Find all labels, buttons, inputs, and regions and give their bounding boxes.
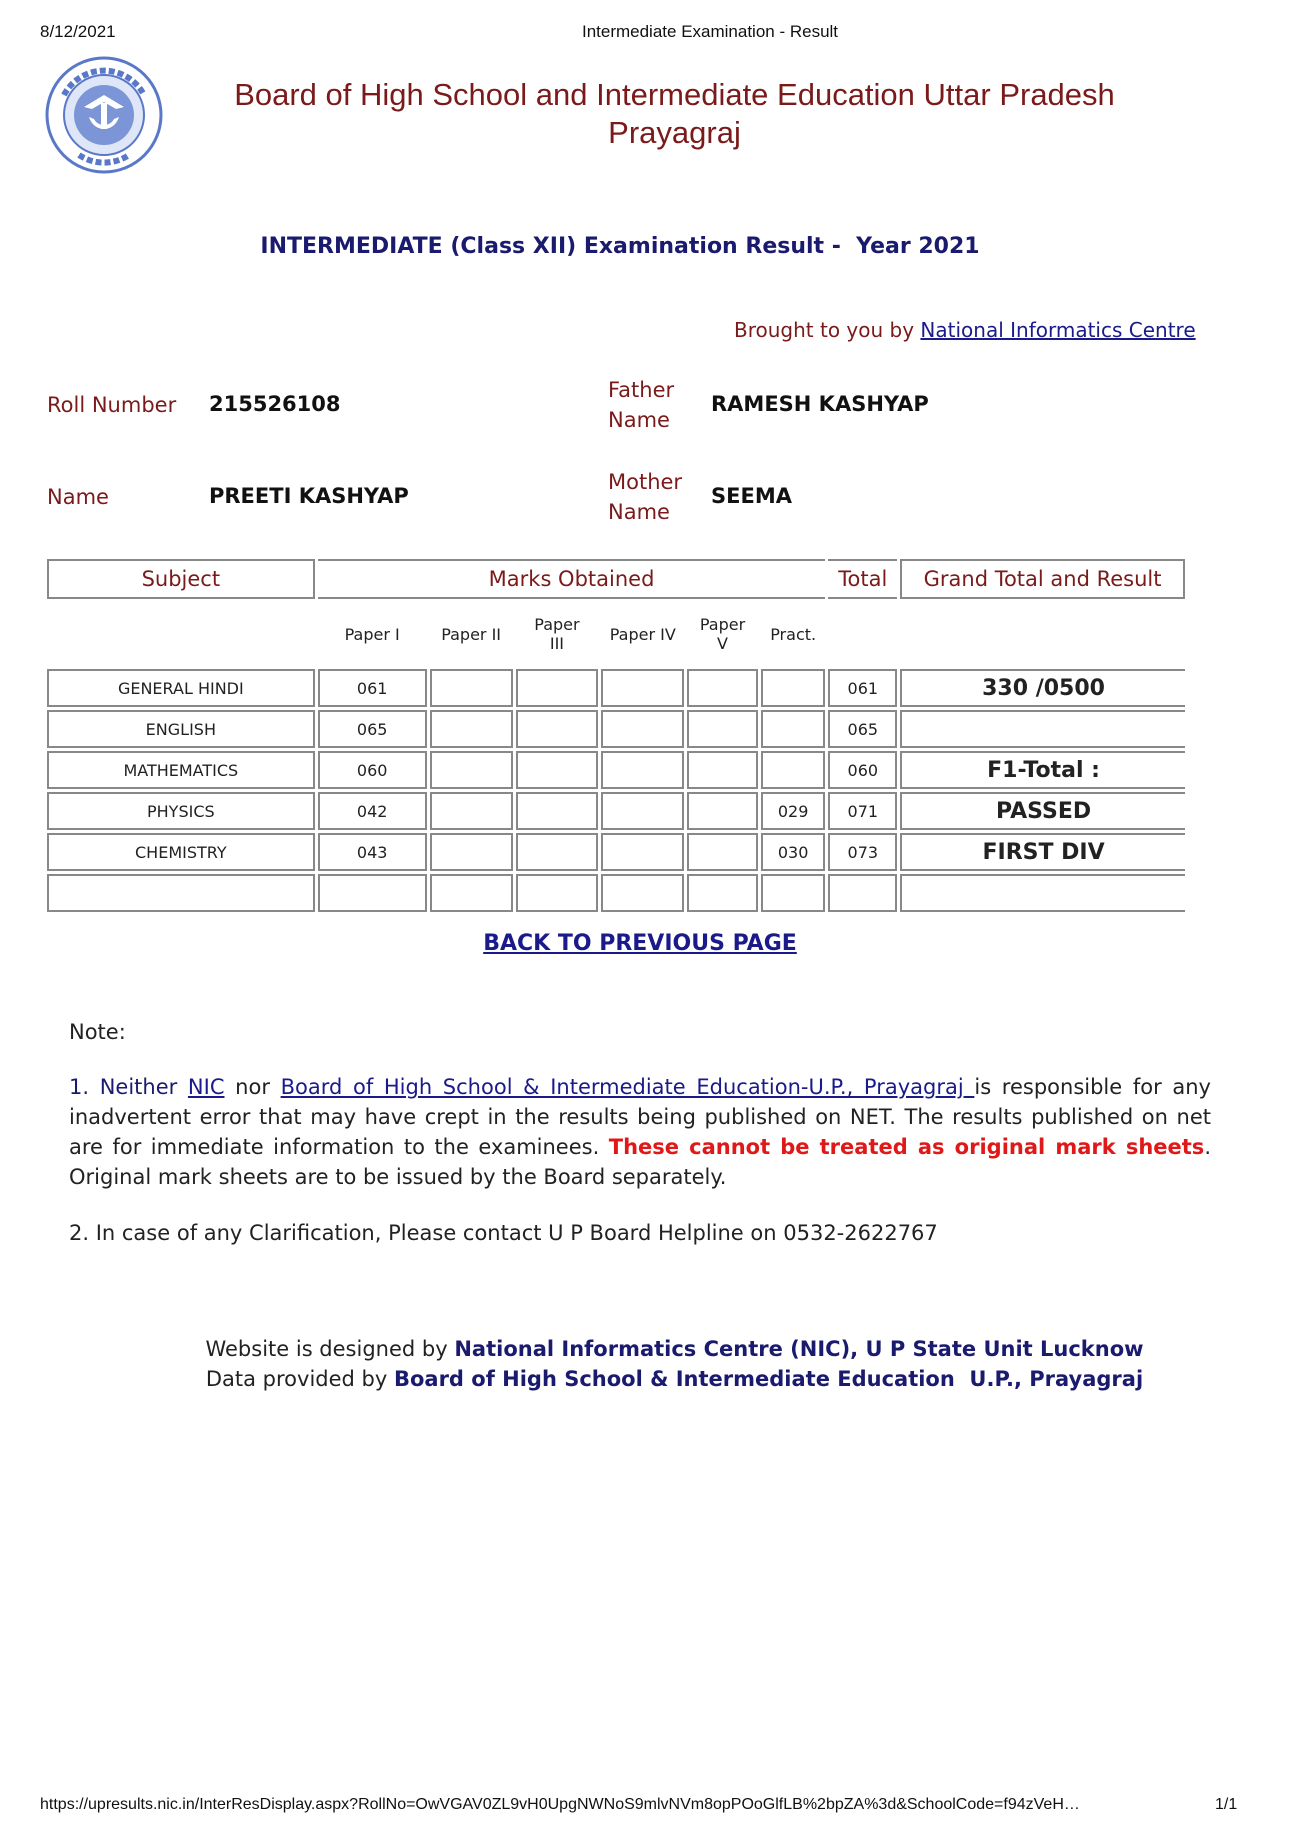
subheader-paper3	[516, 602, 599, 666]
note-1-nor: nor	[224, 1075, 281, 1099]
header-subject: Subject	[47, 559, 315, 599]
cell-p5	[687, 669, 758, 707]
cell-subject: ENGLISH	[47, 710, 315, 748]
cell-subject: PHYSICS	[47, 792, 315, 830]
header-grand-total: Grand Total and Result	[900, 559, 1185, 599]
subheader-blank	[47, 602, 315, 666]
name-label: Name	[47, 485, 109, 509]
cell-grand: F1-Total :	[900, 751, 1185, 789]
footer-data-prefix: Data provided by	[205, 1367, 394, 1391]
father-name-label	[608, 375, 674, 435]
subheader-paper3-a: Paper	[534, 615, 580, 634]
cell-subject: CHEMISTRY	[47, 833, 315, 871]
cell-p4	[601, 751, 684, 789]
subheader-paper1: Paper I	[344, 624, 400, 644]
cell-subject	[47, 874, 315, 912]
note-2: 2. In case of any Clarification, Please contact U P Board Helpline on 0532-2622767	[69, 1221, 938, 1245]
cell-grand: PASSED	[900, 792, 1185, 830]
cell-subject: GENERAL HINDI	[47, 669, 315, 707]
subheader-paper3-b: III	[549, 634, 564, 653]
cell-subject: MATHEMATICS	[47, 751, 315, 789]
roll-number-label: Roll Number	[47, 393, 177, 417]
table-row	[47, 792, 1185, 830]
cell-pract: 030	[761, 833, 826, 871]
mother-name-label	[608, 467, 682, 527]
note-1-body: is responsible for any inadvertent error that may have crept in the results being published on NET. The results published on net are for immediate information to the examinees.	[69, 1075, 1211, 1159]
cell-grand: FIRST DIV	[900, 833, 1185, 871]
mother-name-value: SEEMA	[711, 484, 792, 508]
cell-p1: 042	[318, 792, 427, 830]
cell-p1: 065	[318, 710, 427, 748]
cell-total: 073	[828, 833, 897, 871]
cell-p1: 061	[318, 669, 427, 707]
cell-p4	[601, 710, 684, 748]
cell-p5	[687, 792, 758, 830]
table-row	[47, 710, 1185, 748]
table-row	[47, 751, 1185, 789]
board-name-line1: Board of High School and Intermediate Education Uttar Pradesh	[234, 77, 1115, 112]
subheader-paper4: Paper IV	[609, 624, 676, 644]
cell-grand	[900, 710, 1185, 748]
father-name-value: RAMESH KASHYAP	[711, 392, 929, 416]
cell-p3	[516, 833, 599, 871]
cell-pract	[761, 874, 826, 912]
note-title: Note:	[69, 1020, 126, 1044]
subheader-paper5-b: V	[717, 634, 728, 653]
board-name-line2: Prayagraj	[608, 115, 741, 150]
cell-total: 061	[828, 669, 897, 707]
cell-grand	[900, 874, 1185, 912]
cell-p4	[601, 833, 684, 871]
print-date: 8/12/2021	[40, 22, 116, 41]
cell-p5	[687, 833, 758, 871]
board-name	[0, 76, 1309, 152]
note-1-warning: These cannot be treated as original mark sheets	[608, 1135, 1205, 1159]
cell-p4	[601, 669, 684, 707]
result-table	[44, 556, 1188, 915]
footer-designed-prefix: Website is designed by	[205, 1337, 455, 1361]
father-label-line1: Father	[608, 378, 675, 402]
brought-by	[734, 318, 1196, 342]
cell-p3	[516, 792, 599, 830]
roll-number-value: 215526108	[209, 392, 341, 416]
print-page-number: 1/1	[1215, 1796, 1238, 1813]
footer-data-provided	[0, 1364, 1309, 1394]
cell-p1: 043	[318, 833, 427, 871]
result-rows	[47, 669, 1185, 912]
mother-label-line1: Mother	[608, 470, 683, 494]
cell-grand: 330 /0500	[900, 669, 1185, 707]
cell-p1: 060	[318, 751, 427, 789]
table-row	[47, 833, 1185, 871]
cell-p2	[430, 792, 513, 830]
cell-total: 071	[828, 792, 897, 830]
cell-total: 065	[828, 710, 897, 748]
exam-title: INTERMEDIATE (Class XII) Examination Result - Year 2021	[260, 234, 980, 259]
footer-designed-org: National Informatics Centre (NIC), U P State Unit Lucknow	[454, 1337, 1144, 1361]
table-header-row	[47, 559, 1185, 599]
header-marks: Marks Obtained	[318, 559, 826, 599]
cell-p5	[687, 710, 758, 748]
subheader-practical: Pract.	[770, 624, 817, 644]
board-note-link[interactable]: Board of High School & Intermediate Education-U.P., Prayagraj	[280, 1075, 975, 1099]
father-label-line2: Name	[608, 408, 670, 432]
footer-designed-by	[0, 1334, 1309, 1364]
table-subheader-row	[47, 602, 1185, 666]
cell-p5	[687, 751, 758, 789]
note-1-end: . Original mark sheets are to be issued by the Board separately.	[69, 1135, 1211, 1189]
cell-pract: 029	[761, 792, 826, 830]
cell-p4	[601, 792, 684, 830]
subheader-total-blank	[828, 602, 897, 666]
subheader-paper2: Paper II	[441, 624, 502, 644]
cell-pract	[761, 751, 826, 789]
cell-p2	[430, 710, 513, 748]
cell-p4	[601, 874, 684, 912]
nic-link[interactable]: National Informatics Centre	[920, 318, 1196, 342]
cell-p2	[430, 833, 513, 871]
table-row	[47, 874, 1185, 912]
table-row	[47, 669, 1185, 707]
cell-pract	[761, 710, 826, 748]
cell-p3	[516, 874, 599, 912]
cell-p3	[516, 751, 599, 789]
cell-p3	[516, 710, 599, 748]
cell-p5	[687, 874, 758, 912]
note-1	[69, 1072, 1211, 1192]
print-url: https://upresults.nic.in/InterResDisplay.aspx?RollNo=OwVGAV0ZL9vH0UpgNWNoS9mlvNVm8opPOoGlfLB%2bpZA%3d&SchoolCode=f94zVeH…	[40, 1796, 1080, 1813]
back-to-previous-page-link[interactable]: BACK TO PREVIOUS PAGE	[483, 931, 797, 956]
print-page-title: Intermediate Examination - Result	[581, 22, 839, 41]
cell-p2	[430, 669, 513, 707]
cell-total: 060	[828, 751, 897, 789]
cell-p1	[318, 874, 427, 912]
cell-p2	[430, 751, 513, 789]
cell-pract	[761, 669, 826, 707]
note-1-prefix: 1. Neither	[69, 1075, 188, 1099]
subheader-grand-blank	[900, 602, 1185, 666]
mother-label-line2: Name	[608, 500, 670, 524]
header-total: Total	[828, 559, 897, 599]
name-value: PREETI KASHYAP	[209, 484, 409, 508]
subheader-paper5-a: Paper	[699, 615, 746, 634]
subheader-paper5	[687, 602, 758, 666]
cell-p2	[430, 874, 513, 912]
cell-p3	[516, 669, 599, 707]
cell-total	[828, 874, 897, 912]
nic-note-link[interactable]: NIC	[187, 1075, 225, 1099]
brought-by-prefix: Brought to you by	[734, 318, 915, 342]
footer-data-org: Board of High School & Intermediate Education U.P., Prayagraj	[393, 1367, 1144, 1391]
